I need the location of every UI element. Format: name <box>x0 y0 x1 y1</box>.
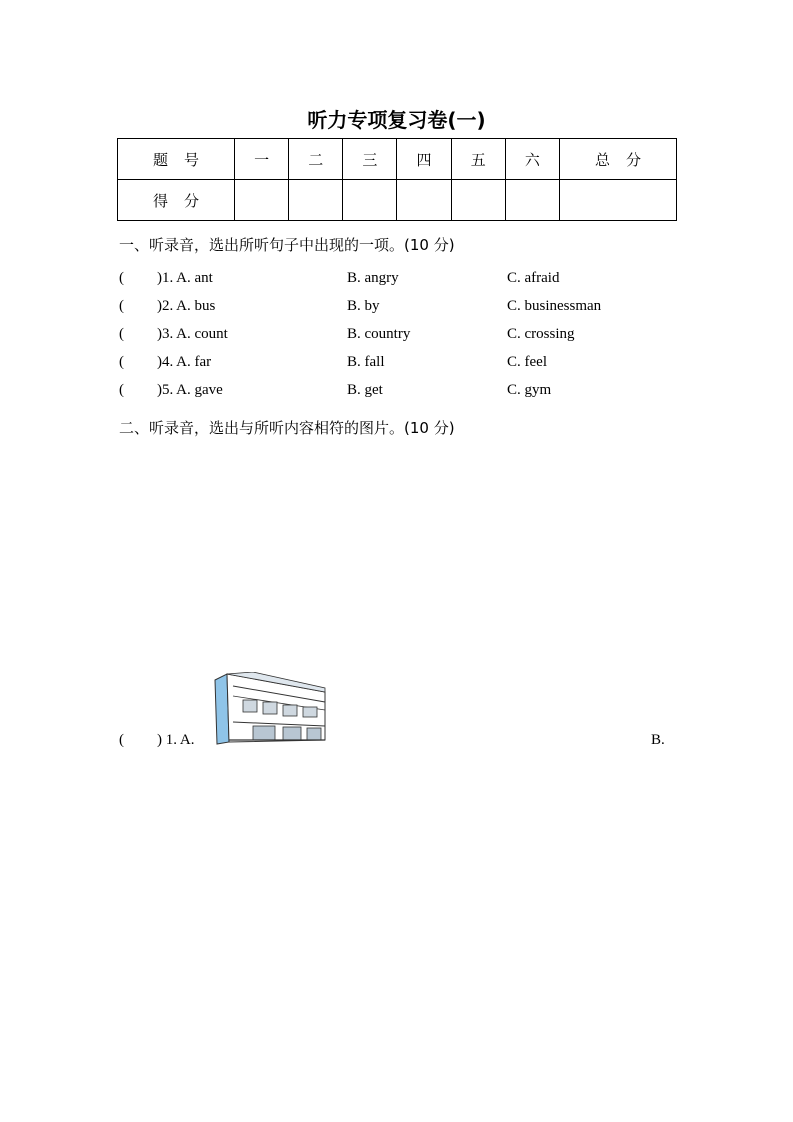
score-table-cell: 总分 <box>560 139 677 180</box>
answer-paren[interactable]: ( <box>119 382 124 398</box>
option-a: ) 1. A. <box>157 732 195 748</box>
score-table-cell: 得分 <box>118 180 235 221</box>
score-table-cell: 三 <box>343 139 397 180</box>
answer-paren[interactable]: ( <box>119 732 124 748</box>
option-a: )3. A. count <box>157 326 228 342</box>
option-a: )4. A. far <box>157 354 212 370</box>
option-a: )5. A. gave <box>157 382 223 398</box>
option-b: B. country <box>347 326 411 342</box>
answer-paren[interactable]: ( <box>119 326 124 342</box>
option-a: )1. A. ant <box>157 270 213 286</box>
option-c: C. afraid <box>507 270 560 286</box>
answer-paren[interactable]: ( <box>119 298 124 314</box>
option-c: C. gym <box>507 382 552 398</box>
option-c: C. crossing <box>507 326 575 342</box>
score-table-cell: 一 <box>235 139 289 180</box>
score-table-cell: 六 <box>505 139 559 180</box>
option-b: B. fall <box>347 354 385 370</box>
option-c: C. feel <box>507 354 547 370</box>
question-row <box>119 354 679 374</box>
option-b: B. angry <box>347 270 399 286</box>
score-input-cell[interactable] <box>560 180 677 221</box>
score-input-cell[interactable] <box>397 180 451 221</box>
picture-question-row <box>119 732 679 752</box>
score-input-cell[interactable] <box>505 180 559 221</box>
score-table-cell: 五 <box>451 139 505 180</box>
score-input-cell[interactable] <box>451 180 505 221</box>
score-input-cell[interactable] <box>235 180 289 221</box>
option-b: B. by <box>347 298 380 314</box>
question-row <box>119 270 679 290</box>
section2-heading: 二、听录音，选出与所听内容相符的图片。(10 分) <box>119 419 455 437</box>
score-table-header-row <box>118 139 677 180</box>
score-table-cell: 二 <box>289 139 343 180</box>
answer-paren[interactable]: ( <box>119 270 124 286</box>
page-title: 听力专项复习卷(一) <box>307 108 486 132</box>
question-row <box>119 298 679 318</box>
score-table-cell: 题号 <box>118 139 235 180</box>
question-row <box>119 326 679 346</box>
option-b: B. get <box>347 382 383 398</box>
option-b: B. <box>651 732 665 748</box>
score-input-cell[interactable] <box>289 180 343 221</box>
score-input-cell[interactable] <box>343 180 397 221</box>
score-table-score-row <box>118 180 677 221</box>
option-c: C. businessman <box>507 298 602 314</box>
question-row <box>119 382 679 402</box>
option-a: )2. A. bus <box>157 298 216 314</box>
section1-heading: 一、听录音，选出所听句子中出现的一项。(10 分) <box>119 236 455 254</box>
score-table <box>117 138 677 221</box>
answer-paren[interactable]: ( <box>119 354 124 370</box>
score-table-cell: 四 <box>397 139 451 180</box>
